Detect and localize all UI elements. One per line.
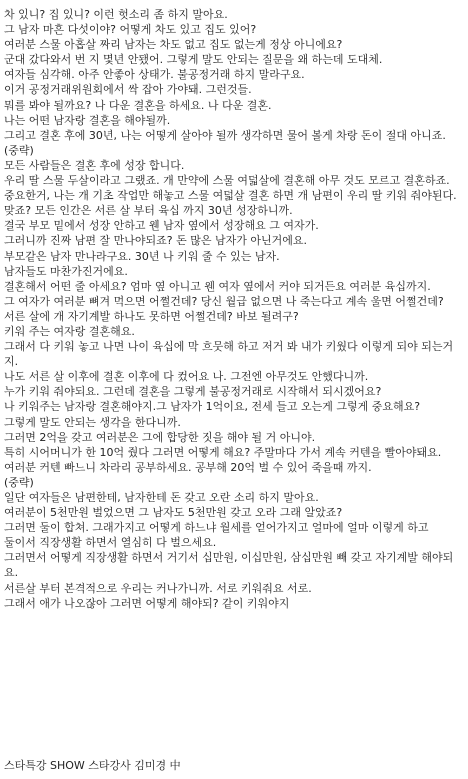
transcript-line: 맞죠? 모든 인간은 서른 살 부터 육십 까지 30년 성장하니까.: [4, 204, 293, 218]
transcript-line: 그러면서 어떻게 직장생활 하면서 거기서 십만원, 이십만원, 삼십만원 빼 갖고 자기계발 해야되: [4, 551, 454, 565]
transcript-line: 서른살 부터 본격적으로 우리는 커나가니까. 서로 키워줘요 서로.: [4, 581, 312, 595]
transcript-line: 결혼해서 어떤 줄 아세요? 엄마 옆 아니고 웬 여자 옆에서 커야 되거든요 여러분 육십까지.: [4, 279, 431, 293]
transcript-line: 그래서 다 키워 놓고 나면 나이 육십에 막 흐뭇해 하고 저거 봐 내가 키웠다 이렇게 되야 되는거: [4, 340, 454, 354]
transcript-line: (중략): [4, 143, 34, 157]
transcript-line: 그 여자가 여러분 뼈겨 먹으면 어쩔건데? 당신 월급 없으면 나 죽는다고 계속 울면 어쩔건데?: [4, 294, 444, 308]
transcript-line: (중략): [4, 475, 34, 489]
transcript-line: 그렇게 말도 안되는 생각을 한다니까.: [4, 415, 181, 429]
transcript-line: 그러니까 진짜 남편 잘 만나야되죠? 돈 많은 남자가 아닌거에요.: [4, 234, 307, 248]
source-caption: 스타특강 SHOW 스타강사 김미경 中: [4, 759, 181, 772]
transcript-line: 나도 서른 살 이후에 결혼 이후에 다 컸어요 나. 그전엔 아무것도 안했다니까.: [4, 370, 369, 384]
transcript-line: 여러분이 5천만원 벌었으면 그 남자도 5천만원 갖고 오라 그래 알았죠?: [4, 506, 343, 520]
transcript-line: 여러분 스물 아홉살 짜리 남자는 차도 없고 집도 없는게 정상 아니에요?: [4, 38, 343, 52]
transcript-line: 특히 시어머니가 한 10억 줬다 그러면 어떻게 해요? 주말마다 가서 계속 커텐을 빨아야돼요.: [4, 445, 442, 459]
transcript-line: 나는 어떤 남자랑 결혼을 해야될까.: [4, 113, 171, 127]
transcript-line: 부모같은 남자 만나라구요. 30년 나 키워 줄 수 있는 남자.: [4, 249, 280, 263]
transcript-line: 지.: [4, 355, 19, 369]
transcript-line: 모든 사람들은 결혼 후에 성장 합니다.: [4, 158, 185, 172]
transcript-line: 그러면 둘이 합쳐. 그래가지고 어떻게 하느냐 월세를 얻어가지고 얼마에 얼마 이렇게 하고: [4, 521, 429, 535]
transcript-line: 여러분 커텐 빠느니 차라리 공부하세요. 공부해 20억 벌 수 있어 죽을때 까지.: [4, 460, 372, 474]
transcript-line: 둘이서 직장생활 하면서 열심히 다 벌으세요.: [4, 536, 217, 550]
transcript-line: 남자들도 마찬가진거에요.: [4, 264, 128, 278]
transcript-line: 그러면 2억을 갖고 여러분은 그에 합당한 짓을 해야 될 거 아니야.: [4, 430, 316, 444]
transcript-line: 서른 살에 개 자기계발 하나도 못하면 어쩔건데? 바보 될려구?: [4, 309, 299, 323]
transcript-line: 누가 키워 줘야되요. 그런데 결혼을 그렇게 불공정거래로 시작해서 되시겠어요?: [4, 385, 382, 399]
transcript-line: 결국 부모 밑에서 성장 안하고 웬 남자 옆에서 성장해요 그 여자가.: [4, 219, 319, 233]
transcript-line: 우리 딸 스물 두살이라고 그랬죠. 개 만약에 스물 여덟살에 결혼해 아무 것도 모르고 결혼하죠.: [4, 174, 450, 188]
transcript-line: 중요한거, 나는 개 기초 작업만 해놓고 스물 여덟살 결혼 하면 개 남편이 우리 딸 키워 줘야된다.: [4, 189, 457, 203]
transcript-line: 키워 주는 여자랑 결혼해요.: [4, 324, 135, 338]
transcript-line: 그 남자 마흔 다섯이야? 어떻게 차도 있고 집도 있어?: [4, 23, 257, 37]
transcript-line: 나 키워주는 남자랑 결혼해야지.그 남자가 1억이요, 전세 들고 오는게 그렇게 중요해요?: [4, 400, 421, 414]
transcript-line: 일단 여자들은 남편한테, 남자한테 돈 갖고 오란 소리 하지 말아요.: [4, 491, 319, 504]
transcript-line: 그래서 애가 나오잖아 그러면 어떻게 해야되? 같이 키워야지: [4, 596, 290, 610]
transcript-line: 뭐를 봐야 될까요? 나 다운 결혼을 하세요. 나 다운 결혼.: [4, 98, 272, 112]
transcript-line: 이거 공정거래위원회에서 싹 잡아 가야돼. 그런것들.: [4, 83, 252, 97]
transcript-line: 그리고 결혼 후에 30년, 나는 어떻게 살아야 될까 생각하면 물어 볼게 차랑 돈이 절대 아니죠.: [4, 128, 446, 142]
transcript-line: 여자들 심각해. 아주 안좋아 상태가. 불공정거래 하지 말라구요.: [4, 68, 305, 82]
transcript-line: 군대 갔다와서 번 지 몇년 안됐어. 그렇게 말도 안되는 질문을 왜 하는데 도대체.: [4, 53, 383, 67]
transcript-line: 요.: [4, 566, 19, 580]
transcript-text: [4, 7, 464, 611]
transcript-line: 차 있니? 집 있니? 이런 헛소리 좀 하지 말아요.: [4, 8, 228, 21]
